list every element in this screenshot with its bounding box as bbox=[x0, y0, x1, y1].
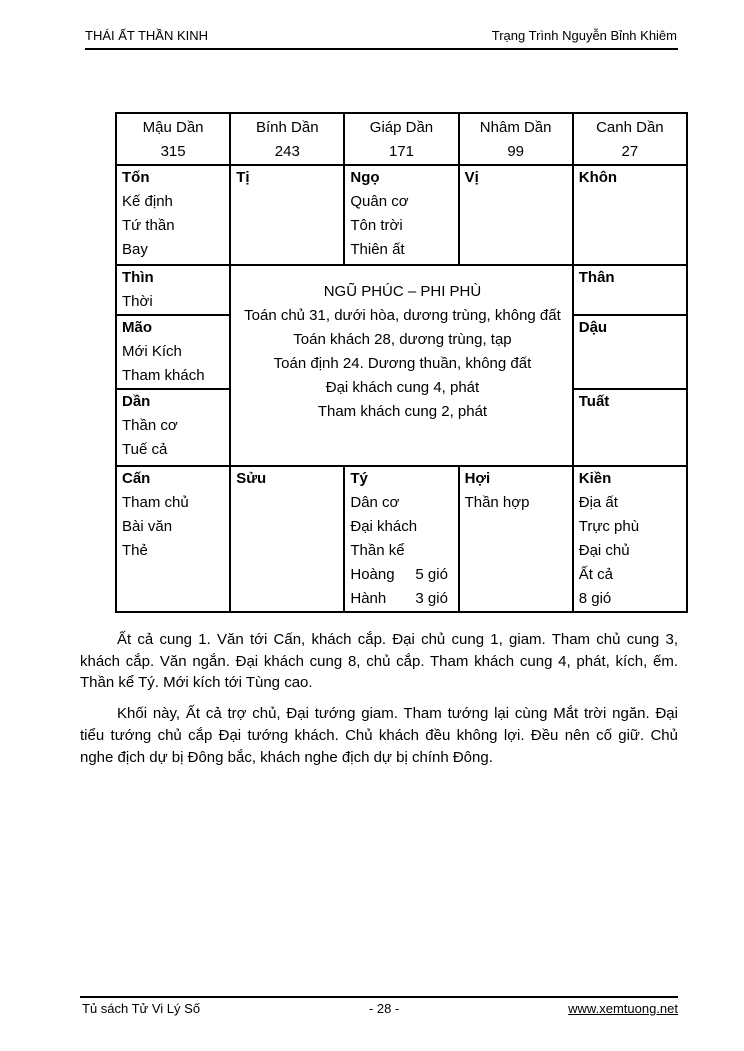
cell-line: Địa ất bbox=[578, 494, 618, 511]
cell-can bbox=[116, 466, 230, 612]
year-cell-giap-dan bbox=[344, 113, 458, 165]
year-cell-binh-dan bbox=[230, 113, 344, 165]
center-line: Toán khách 28, dương trùng, tạp bbox=[293, 331, 512, 348]
year-cell-nham-dan bbox=[459, 113, 573, 165]
footer-rule bbox=[80, 996, 678, 998]
center-line: Toán chủ 31, dưới hòa, dương trùng, không đất bbox=[244, 307, 561, 324]
year-value: 99 bbox=[507, 143, 524, 160]
cell-khon bbox=[573, 165, 687, 265]
body-text bbox=[80, 629, 678, 777]
year-name: Canh Dần bbox=[596, 119, 664, 136]
year-name: Giáp Dần bbox=[369, 119, 434, 136]
branch-row-top bbox=[116, 165, 687, 265]
cell-vi bbox=[459, 165, 573, 265]
cell-ti bbox=[230, 165, 344, 265]
cell-line: Thần cơ bbox=[122, 417, 178, 434]
cell-line: Hành 3 gió bbox=[350, 590, 448, 607]
branch-title: Ngọ bbox=[350, 169, 380, 186]
cell-line: 8 gió bbox=[578, 590, 612, 607]
year-cell-canh-dan bbox=[573, 113, 687, 165]
cell-line: Tuế cả bbox=[122, 441, 168, 458]
cell-line: Bay bbox=[122, 241, 148, 258]
paragraph-1: Ất cả cung 1. Văn tới Cấn, khách cắp. Đại chủ cung 1, giam. Tham chủ cung 3, khách cắp. Văn ngắn. Đại khách cung 8, chủ cắp. Tham khách cung 4, phát, kích, ếm. Thần kể Tý. Mới kích tới Tùng cao. bbox=[80, 631, 678, 692]
cell-suu bbox=[230, 466, 344, 612]
year-cell-mau-dan bbox=[116, 113, 230, 165]
year-row bbox=[116, 113, 687, 165]
cell-line: Thiên ất bbox=[350, 241, 405, 258]
cell-line: Thẻ bbox=[122, 542, 148, 559]
branch-title: Kiền bbox=[578, 470, 612, 487]
thai-at-chart-table bbox=[115, 112, 688, 613]
header-rule bbox=[85, 48, 678, 50]
cell-kien bbox=[573, 466, 687, 612]
branch-title: Tý bbox=[350, 470, 368, 487]
cell-tuat bbox=[573, 389, 687, 466]
cell-line: Tham chủ bbox=[122, 494, 189, 511]
center-title: NGŨ PHÚC – PHI PHÙ bbox=[323, 283, 482, 300]
year-value: 243 bbox=[274, 143, 300, 160]
cell-line: Tôn trời bbox=[350, 217, 403, 234]
paragraph-2: Khối này, Ất cả trợ chủ, Đại tướng giam. Tham tướng lại cùng Mắt trời ngăn. Đại tiểu tướng chủ cắp Đại tướng khách. Chủ khách đều không lợi. Đều nên cố giữ. Chủ nghe địch dự bị Đông bắc, khách nghe địch dự bị chính Đông. bbox=[80, 705, 678, 766]
footer-series-title: Tủ sách Tử Vi Lý Số bbox=[82, 1001, 201, 1016]
cell-line: Quân cơ bbox=[350, 193, 409, 210]
branch-title: Thân bbox=[578, 269, 615, 286]
branch-title: Dần bbox=[122, 393, 151, 410]
header-author: Trạng Trình Nguyễn Bỉnh Khiêm bbox=[491, 28, 677, 43]
cell-line: Dân cơ bbox=[350, 494, 400, 511]
cell-line: Trực phù bbox=[578, 518, 640, 535]
cell-line: Thần hợp bbox=[464, 494, 530, 511]
cell-dan bbox=[116, 389, 230, 466]
cell-line: Đại khách bbox=[350, 518, 418, 535]
year-name: Bính Dần bbox=[256, 119, 319, 136]
cell-ty bbox=[344, 466, 458, 612]
branch-title: Sửu bbox=[236, 470, 267, 487]
cell-line: Mới Kích bbox=[122, 343, 182, 360]
cell-line: Bài văn bbox=[122, 518, 173, 535]
page-header bbox=[85, 28, 677, 44]
page-footer bbox=[82, 1001, 678, 1017]
cell-thin bbox=[116, 265, 230, 315]
cell-line: Tham khách bbox=[122, 367, 205, 384]
footer-page-number: - 28 - bbox=[368, 1001, 400, 1016]
branch-row-mid-a bbox=[116, 265, 687, 315]
branch-title: Tị bbox=[236, 169, 250, 186]
cell-mao bbox=[116, 315, 230, 389]
cell-hoi bbox=[459, 466, 573, 612]
year-name: Mậu Dần bbox=[142, 119, 204, 136]
branch-title: Dậu bbox=[578, 319, 608, 336]
branch-title: Cấn bbox=[122, 470, 151, 487]
center-summary-cell bbox=[230, 265, 573, 466]
branch-title: Tốn bbox=[122, 169, 150, 186]
branch-title: Hợi bbox=[464, 470, 491, 487]
cell-than bbox=[573, 265, 687, 315]
branch-title: Vị bbox=[464, 169, 479, 186]
cell-line: Thời bbox=[122, 293, 153, 310]
branch-title: Thìn bbox=[122, 269, 154, 286]
cell-line: Đại chủ bbox=[578, 542, 630, 559]
footer-website-link[interactable]: www.xemtuong.net bbox=[568, 1001, 678, 1016]
center-line: Đại khách cung 4, phát bbox=[325, 379, 480, 396]
branch-title: Tuất bbox=[578, 393, 610, 410]
branch-row-bottom bbox=[116, 466, 687, 612]
center-line: Toán định 24. Dương thuần, không đất bbox=[273, 355, 532, 372]
cell-line: Kế định bbox=[122, 193, 173, 210]
cell-line: Ất cả bbox=[578, 566, 613, 583]
cell-line: Thần kể bbox=[350, 542, 405, 559]
header-book-title: THÁI ẤT THẦN KINH bbox=[85, 28, 209, 43]
year-value: 171 bbox=[388, 143, 414, 160]
branch-title: Khôn bbox=[578, 169, 618, 186]
year-value: 27 bbox=[621, 143, 639, 160]
cell-dau bbox=[573, 315, 687, 389]
year-value: 315 bbox=[160, 143, 186, 160]
branch-title: Mão bbox=[122, 319, 152, 336]
cell-line: Hoàng 5 gió bbox=[350, 566, 448, 583]
center-line: Tham khách cung 2, phát bbox=[317, 403, 488, 420]
cell-line: Tứ thần bbox=[122, 217, 175, 234]
cell-ngo bbox=[344, 165, 458, 265]
cell-ton bbox=[116, 165, 230, 265]
year-name: Nhâm Dần bbox=[479, 119, 552, 136]
